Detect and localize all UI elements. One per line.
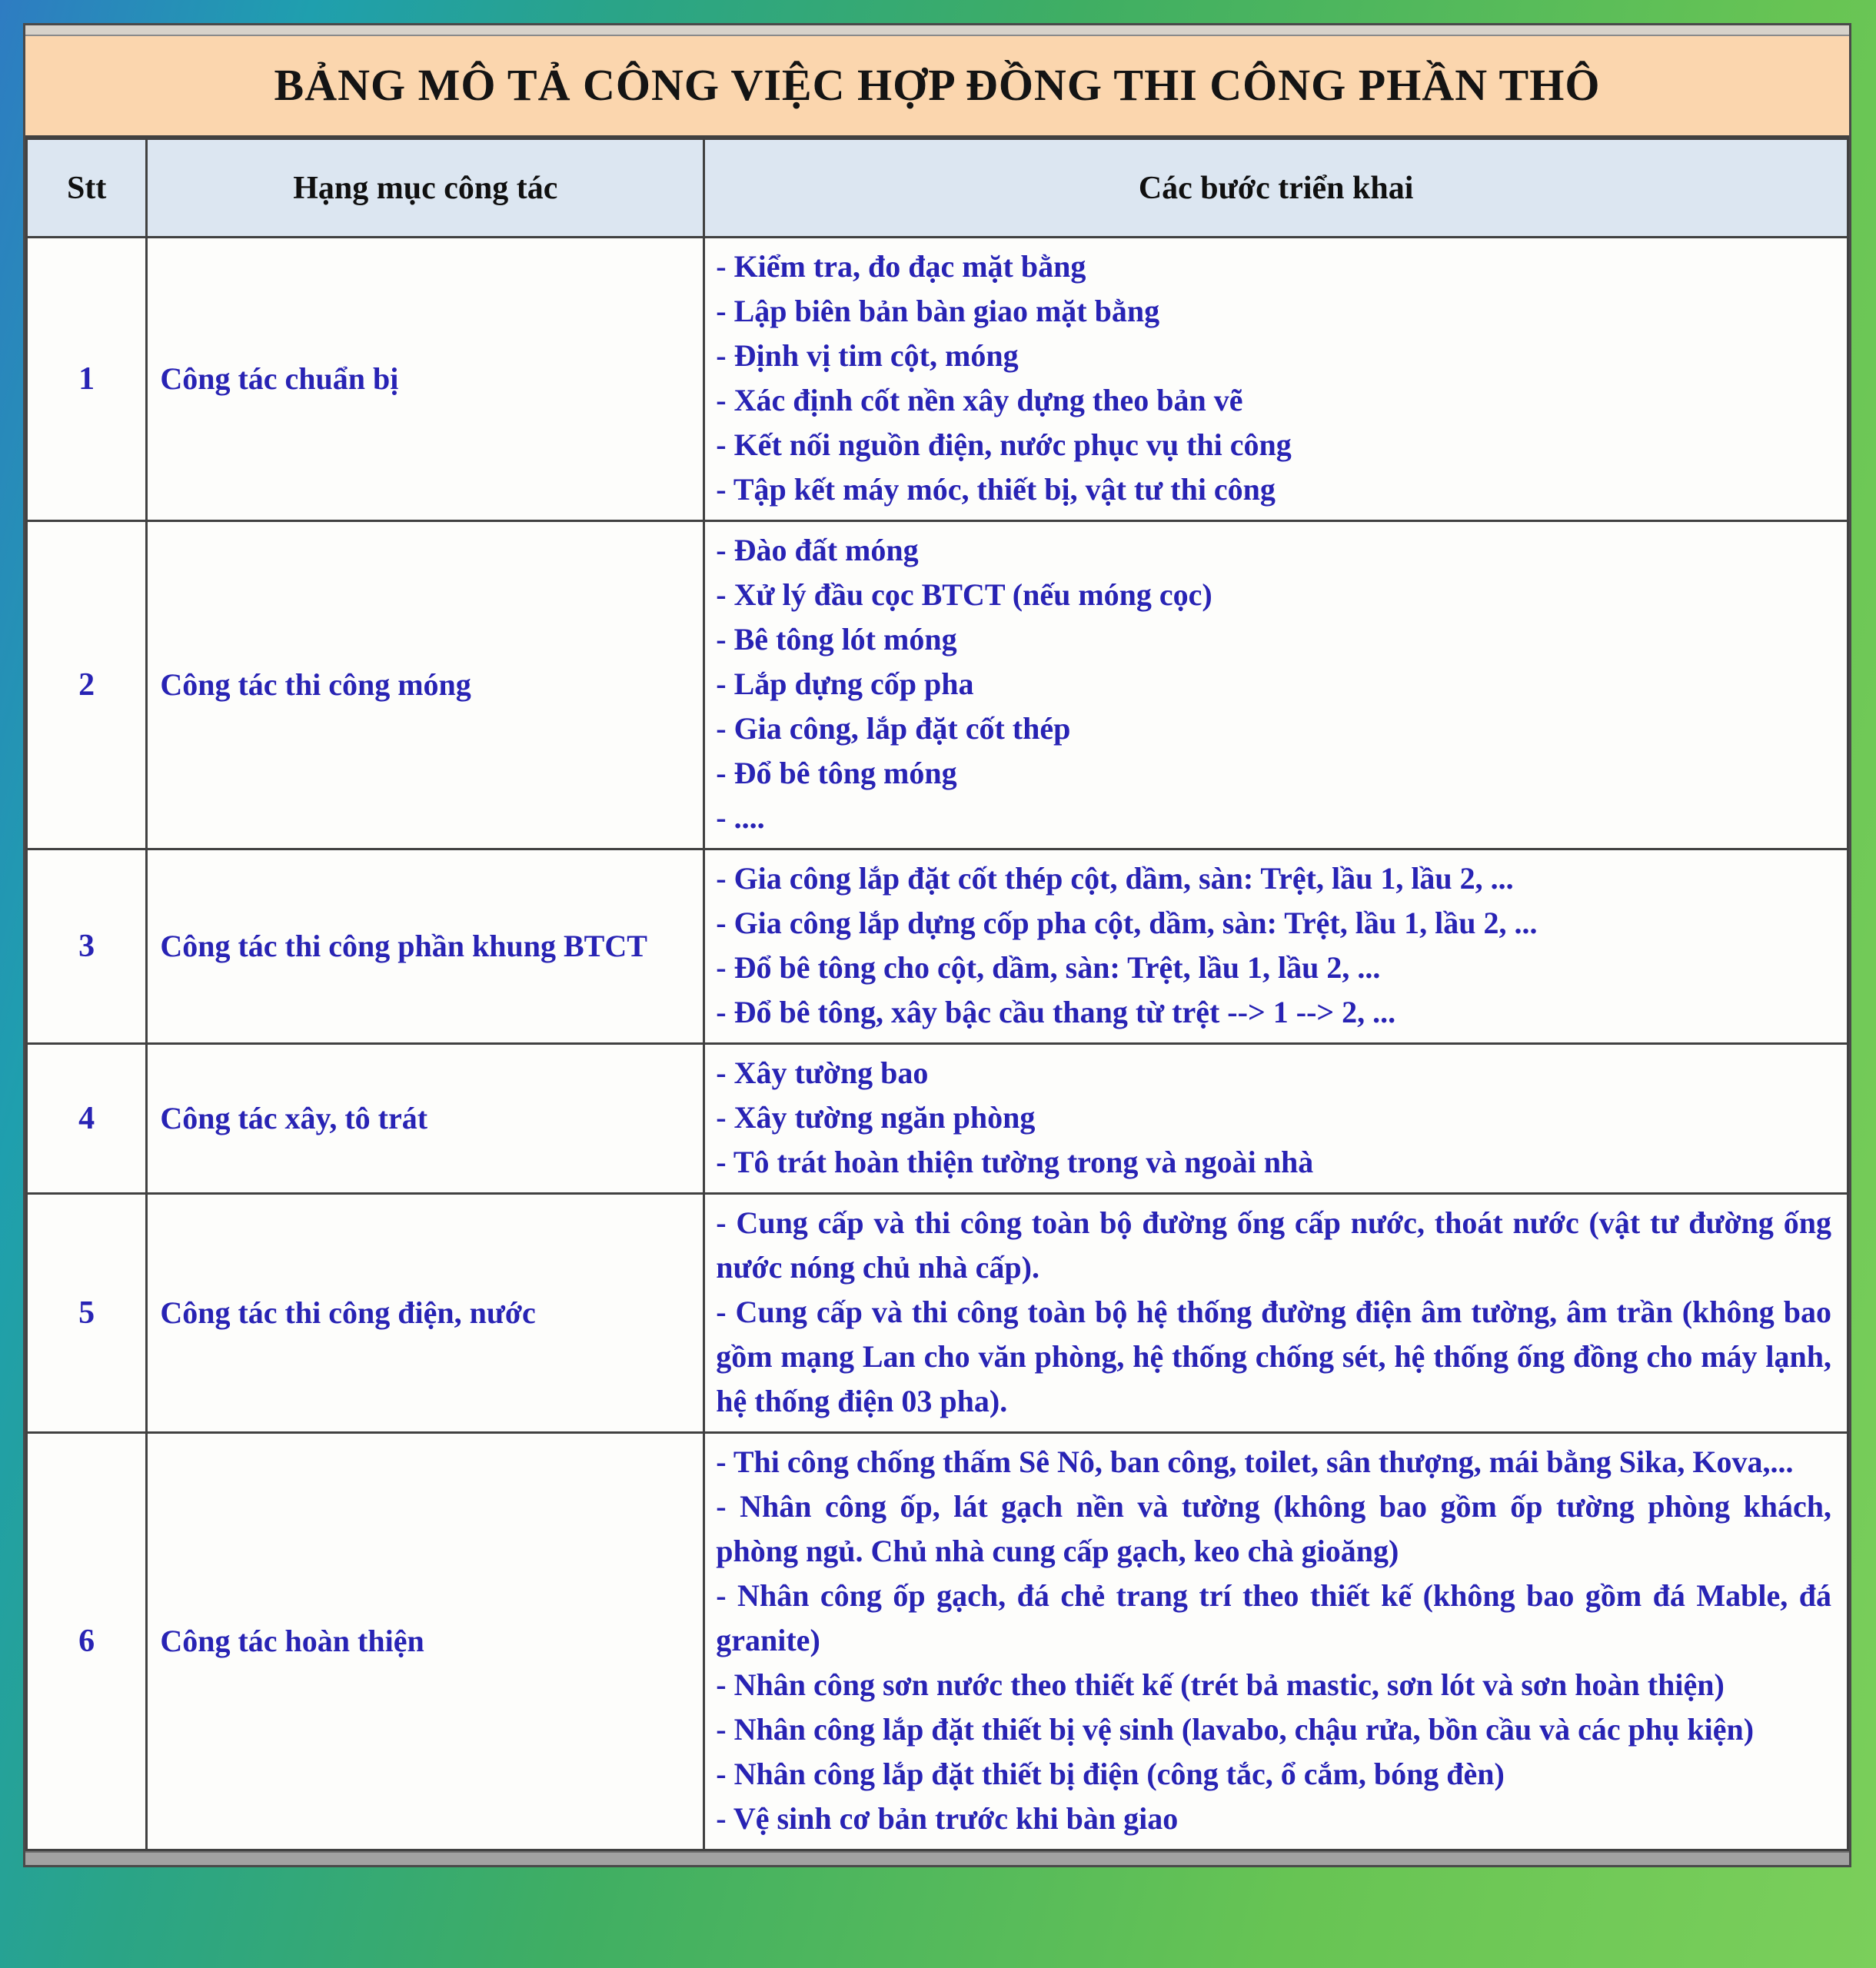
table-row xyxy=(27,238,1848,521)
steps-cell xyxy=(704,238,1848,521)
stt-cell: 2 xyxy=(27,521,147,849)
step-line: - Lắp dựng cốp pha xyxy=(716,667,974,701)
step-line: - Xử lý đầu cọc BTCT (nếu móng cọc) xyxy=(716,577,1212,612)
step-line: - Bê tông lót móng xyxy=(716,622,957,657)
step-line: - Kiểm tra, đo đạc mặt bằng xyxy=(716,249,1086,284)
step-line: - Định vị tim cột, móng xyxy=(716,338,1019,373)
step-line: - Đổ bê tông cho cột, dầm, sàn: Trệt, lầu 1, lầu 2, ... xyxy=(716,950,1381,985)
category-cell: Công tác hoàn thiện xyxy=(147,1433,704,1850)
table-body xyxy=(27,238,1848,1850)
work-description-table xyxy=(25,138,1849,1851)
steps-cell xyxy=(704,1433,1848,1850)
step-line: - Thi công chống thấm Sê Nô, ban công, toilet, sân thượng, mái bằng Sika, Kova,... xyxy=(716,1444,1794,1479)
step-line: - .... xyxy=(716,800,765,835)
step-line: - Xây tường ngăn phòng xyxy=(716,1100,1036,1135)
step-line: - Nhân công sơn nước theo thiết kế (trét bả mastic, sơn lót và sơn hoàn thiện) xyxy=(716,1667,1725,1702)
header-steps: Các bước triển khai xyxy=(704,139,1848,238)
header-category: Hạng mục công tác xyxy=(147,139,704,238)
table-row xyxy=(27,1044,1848,1194)
step-line: - Tô trát hoàn thiện tường trong và ngoài nhà xyxy=(716,1145,1314,1179)
header-stt: Stt xyxy=(27,139,147,238)
table-row xyxy=(27,1433,1848,1850)
header-row xyxy=(27,139,1848,238)
step-line: - Kết nối nguồn điện, nước phục vụ thi công xyxy=(716,427,1292,462)
step-line: - Đổ bê tông móng xyxy=(716,756,957,790)
step-line: - Gia công, lắp đặt cốt thép xyxy=(716,711,1071,746)
steps-cell xyxy=(704,1194,1848,1433)
step-line: - Vệ sinh cơ bản trước khi bàn giao xyxy=(716,1801,1179,1836)
steps-cell xyxy=(704,849,1848,1044)
stt-cell: 1 xyxy=(27,238,147,521)
step-line: - Xây tường bao xyxy=(716,1055,929,1090)
table-row xyxy=(27,849,1848,1044)
step-line: - Lập biên bản bàn giao mặt bằng xyxy=(716,294,1160,328)
table-row xyxy=(27,1194,1848,1433)
category-cell: Công tác xây, tô trát xyxy=(147,1044,704,1194)
steps-cell xyxy=(704,1044,1848,1194)
category-cell: Công tác thi công phần khung BTCT xyxy=(147,849,704,1044)
step-line: - Nhân công ốp gạch, đá chẻ trang trí theo thiết kế (không bao gồm đá Mable, đá granite) xyxy=(716,1578,1831,1657)
sheet-bottom-strip xyxy=(25,1851,1849,1865)
category-cell: Công tác thi công điện, nước xyxy=(147,1194,704,1433)
step-line: - Đổ bê tông, xây bậc cầu thang từ trệt --> 1 --> 2, ... xyxy=(716,995,1396,1029)
step-line: - Cung cấp và thi công toàn bộ hệ thống đường điện âm tường, âm trần (không bao gồm mạng Lan cho văn phòng, hệ thống chống sét, hệ thống ống đồng cho máy lạnh, hệ thống điện 03 pha). xyxy=(716,1295,1831,1418)
step-line: - Gia công lắp đặt cốt thép cột, dầm, sàn: Trệt, lầu 1, lầu 2, ... xyxy=(716,861,1514,896)
step-line: - Nhân công ốp, lát gạch nền và tường (không bao gồm ốp tường phòng khách, phòng ngủ. Chủ nhà cung cấp gạch, keo chà gioăng) xyxy=(716,1489,1831,1568)
stt-cell: 4 xyxy=(27,1044,147,1194)
step-line: - Tập kết máy móc, thiết bị, vật tư thi công xyxy=(716,472,1276,507)
step-line: - Xác định cốt nền xây dựng theo bản vẽ xyxy=(716,383,1243,417)
sheet-top-strip xyxy=(25,25,1849,36)
category-cell: Công tác chuẩn bị xyxy=(147,238,704,521)
step-line: - Đào đất móng xyxy=(716,533,919,567)
stt-cell: 6 xyxy=(27,1433,147,1850)
page-title: BẢNG MÔ TẢ CÔNG VIỆC HỢP ĐỒNG THI CÔNG PHẦN THÔ xyxy=(25,36,1849,138)
stt-cell: 5 xyxy=(27,1194,147,1433)
stt-cell: 3 xyxy=(27,849,147,1044)
step-line: - Cung cấp và thi công toàn bộ đường ống cấp nước, thoát nước (vật tư đường ống nước nóng chủ nhà cấp). xyxy=(716,1205,1831,1285)
step-line: - Nhân công lắp đặt thiết bị vệ sinh (lavabo, chậu rửa, bồn cầu và các phụ kiện) xyxy=(716,1712,1755,1747)
document-sheet xyxy=(23,23,1851,1867)
step-line: - Nhân công lắp đặt thiết bị điện (công tắc, ổ cắm, bóng đèn) xyxy=(716,1757,1505,1791)
steps-cell xyxy=(704,521,1848,849)
table-row xyxy=(27,521,1848,849)
step-line: - Gia công lắp dựng cốp pha cột, dầm, sàn: Trệt, lầu 1, lầu 2, ... xyxy=(716,906,1538,940)
category-cell: Công tác thi công móng xyxy=(147,521,704,849)
